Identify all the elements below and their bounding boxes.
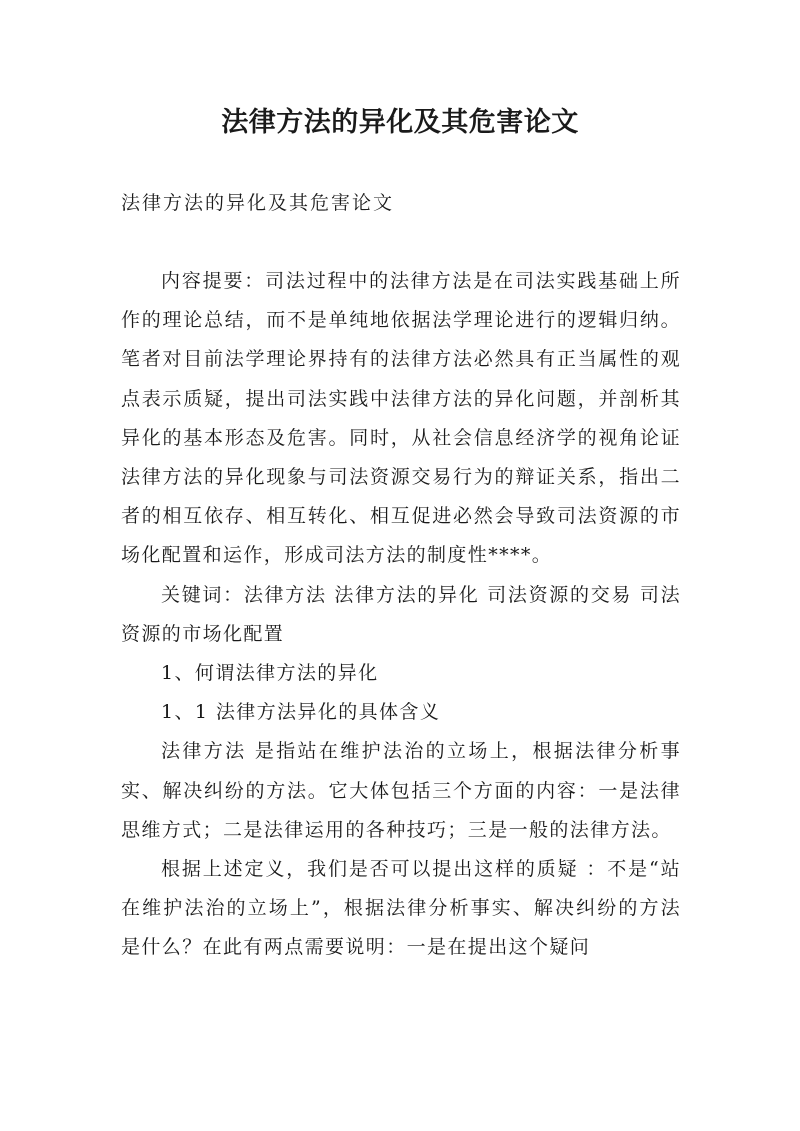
subsection-heading: 1、1 法律方法异化的具体含义	[161, 701, 441, 724]
document-subtitle: 法律方法的异化及其危害论文	[121, 192, 395, 214]
section-heading: 1、何谓法律方法的异化	[161, 662, 379, 685]
keywords-paragraph: 关键词：法律方法 法律方法的异化 司法资源的交易 司法资源的市场化配置	[121, 583, 681, 645]
document-title: 法律方法的异化及其危害论文	[221, 107, 579, 138]
document-body	[121, 262, 681, 968]
question-paragraph: 根据上述定义，我们是否可以提出这样的质疑 ：不是“站在维护法治的立场上”，根据法律分析事实、解决纠纷的方法是什么？在此有两点需要说明：一是在提出这个疑问	[121, 858, 681, 959]
definition-paragraph: 法律方法 是指站在维护法治的立场上，根据法律分析事实、解决纠纷的方法。它大体包括三个方面的内容：一是法律思维方式；二是法律运用的各种技巧；三是一般的法律方法。	[121, 740, 681, 841]
abstract-paragraph: 内容提要：司法过程中的法律方法是在司法实践基础上所作的理论总结，而不是单纯地依据法学理论进行的逻辑归纳。笔者对目前法学理论界持有的法律方法必然具有正当属性的观点表示质疑，提出司法实践中法律方法的异化问题，并剖析其异化的基本形态及危害。同时，从社会信息经济学的视角论证法律方法的异化现象与司法资源交易行为的辩证关系，指出二者的相互依存、相互转化、相互促进必然会导致司法资源的市场化配置和运作，形成司法方法的制度性****。	[121, 270, 681, 567]
